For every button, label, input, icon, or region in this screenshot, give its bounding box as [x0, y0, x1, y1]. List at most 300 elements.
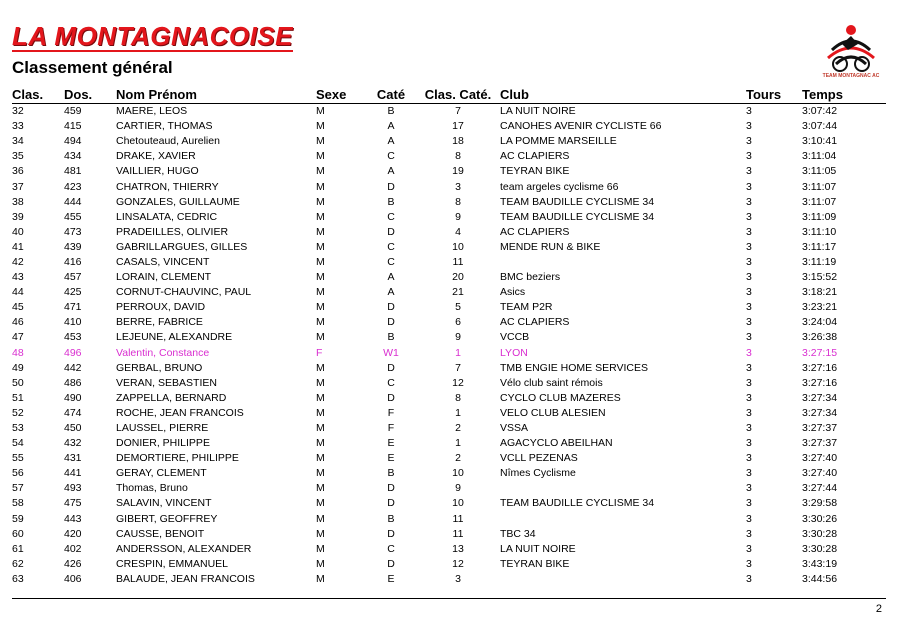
cell-clas: 43: [12, 271, 24, 284]
results-table: [12, 86, 886, 587]
cell-temps: 3:11:07: [802, 180, 837, 193]
cell-cate: C: [387, 542, 395, 555]
cell-dos: 453: [64, 331, 82, 344]
cell-nom: GONZALES, GUILLAUME: [116, 195, 240, 208]
cell-dos: 496: [64, 346, 82, 359]
team-logo: [818, 20, 884, 82]
table-row: [12, 466, 886, 481]
cell-nom: LEJEUNE, ALEXANDRE: [116, 331, 233, 344]
cyclist-logo-icon: [818, 20, 884, 74]
cell-sexe: M: [316, 406, 325, 419]
cell-nom: GERAY, CLEMENT: [116, 467, 207, 480]
cell-cate: D: [387, 301, 395, 314]
cell-tours: 3: [746, 150, 752, 163]
cell-tours: 3: [746, 135, 752, 148]
col-header-clas-cate: Clas. Caté.: [416, 86, 500, 104]
cell-clas: 46: [12, 316, 24, 329]
cell-club: AGACYCLO ABEILHAN: [500, 437, 613, 450]
cell-dos: 432: [64, 437, 82, 450]
cell-club: LA POMME MARSEILLE: [500, 135, 617, 148]
table-row: [12, 195, 886, 210]
table-row: [12, 300, 886, 315]
cell-tours: 3: [746, 316, 752, 329]
cell-clas-cate: 18: [452, 135, 464, 148]
cell-nom: VAILLIER, HUGO: [116, 165, 199, 178]
table-row: [12, 557, 886, 572]
cell-nom: LINSALATA, CEDRIC: [116, 210, 218, 223]
cell-nom: LAUSSEL, PIERRE: [116, 422, 209, 435]
cell-dos: 459: [64, 105, 82, 118]
cell-clas: 44: [12, 286, 24, 299]
col-header-temps: Temps: [802, 86, 886, 104]
cell-clas-cate: 1: [455, 346, 461, 359]
cell-dos: 406: [64, 572, 82, 585]
cell-tours: 3: [746, 195, 752, 208]
cell-nom: CRESPIN, EMMANUEL: [116, 557, 229, 570]
table-row: [12, 512, 886, 527]
cell-sexe: M: [316, 557, 325, 570]
cell-club: LA NUIT NOIRE: [500, 105, 576, 118]
cell-clas-cate: 1: [455, 406, 461, 419]
cell-temps: 3:15:52: [802, 271, 838, 284]
cell-clas-cate: 8: [455, 391, 461, 404]
cell-dos: 486: [64, 376, 82, 389]
cell-clas-cate: 5: [455, 301, 461, 314]
table-row: [12, 270, 886, 285]
col-header-dos: Dos.: [64, 86, 116, 104]
cell-dos: 415: [64, 120, 82, 133]
cell-nom: DONIER, PHILIPPE: [116, 437, 210, 450]
cell-temps: 3:30:26: [802, 512, 838, 525]
cell-tours: 3: [746, 482, 752, 495]
cell-sexe: M: [316, 180, 325, 193]
cell-cate: E: [387, 572, 395, 585]
cell-nom: SALAVIN, VINCENT: [116, 497, 212, 510]
cell-nom: GERBAL, BRUNO: [116, 361, 203, 374]
cell-tours: 3: [746, 346, 752, 359]
cell-dos: 434: [64, 150, 82, 163]
cell-clas-cate: 11: [452, 527, 464, 540]
cell-dos: 441: [64, 467, 82, 480]
cell-clas: 58: [12, 497, 24, 510]
cell-sexe: M: [316, 331, 325, 344]
cell-sexe: M: [316, 497, 325, 510]
cell-temps: 3:11:19: [802, 255, 837, 268]
cell-sexe: M: [316, 376, 325, 389]
page-number: 2: [875, 603, 882, 615]
col-header-sexe: Sexe: [316, 86, 366, 104]
cell-tours: 3: [746, 180, 752, 193]
cell-temps: 3:43:19: [802, 557, 838, 570]
table-row: [12, 179, 886, 194]
cell-dos: 442: [64, 361, 82, 374]
cell-club: AC CLAPIERS: [500, 150, 570, 163]
cell-sexe: M: [316, 527, 325, 540]
cell-club: [500, 572, 746, 587]
cell-cate: C: [387, 150, 395, 163]
cell-sexe: M: [316, 482, 325, 495]
cell-clas: 61: [12, 542, 24, 555]
cell-temps: 3:27:40: [802, 467, 838, 480]
cell-dos: 420: [64, 527, 82, 540]
col-header-club: Club: [500, 86, 746, 104]
cell-sexe: M: [316, 210, 325, 223]
cell-cate: C: [387, 210, 395, 223]
table-row: [12, 527, 886, 542]
cell-nom: DEMORTIERE, PHILIPPE: [116, 452, 239, 465]
cell-clas: 45: [12, 301, 24, 314]
cell-clas: 54: [12, 437, 24, 450]
cell-nom: ZAPPELLA, BERNARD: [116, 391, 227, 404]
table-row: [12, 240, 886, 255]
cell-dos: 473: [64, 225, 82, 238]
page-subtitle: Classement général: [12, 58, 173, 77]
cell-clas-cate: 3: [455, 572, 461, 585]
cell-club: Vélo club saint rémois: [500, 376, 603, 389]
cell-dos: 410: [64, 316, 82, 329]
cell-tours: 3: [746, 467, 752, 480]
cell-clas: 48: [12, 346, 24, 359]
cell-cate: A: [387, 286, 395, 299]
cell-cate: E: [387, 437, 395, 450]
cell-cate: B: [387, 512, 395, 525]
cell-club: VCCB: [500, 331, 530, 344]
cell-sexe: M: [316, 572, 325, 585]
cell-club: VELO CLUB ALESIEN: [500, 406, 606, 419]
cell-clas-cate: 9: [455, 331, 461, 344]
cell-cate: B: [387, 467, 395, 480]
cell-clas: 62: [12, 557, 24, 570]
cell-sexe: M: [316, 195, 325, 208]
cell-dos: 493: [64, 482, 82, 495]
cell-nom: CORNUT-CHAUVINC, PAUL: [116, 286, 252, 299]
cell-tours: 3: [746, 437, 752, 450]
cell-clas: 34: [12, 135, 24, 148]
cell-sexe: M: [316, 542, 325, 555]
cell-tours: 3: [746, 497, 752, 510]
cell-cate: C: [387, 376, 395, 389]
cell-tours: 3: [746, 240, 752, 253]
cell-sexe: M: [316, 240, 325, 253]
table-row: [12, 225, 886, 240]
cell-clas: 51: [12, 391, 24, 404]
cell-club: VSSA: [500, 422, 529, 435]
cell-clas: 60: [12, 527, 24, 540]
cell-dos: 443: [64, 512, 82, 525]
cell-temps: 3:27:40: [802, 452, 838, 465]
cell-nom: DRAKE, XAVIER: [116, 150, 196, 163]
cell-tours: 3: [746, 376, 752, 389]
cell-cate: D: [387, 557, 395, 570]
cell-nom: CAUSSE, BENOIT: [116, 527, 205, 540]
cell-clas: 53: [12, 422, 24, 435]
cell-cate: W1: [383, 346, 399, 359]
cell-temps: 3:30:28: [802, 527, 838, 540]
cell-temps: 3:07:44: [802, 120, 838, 133]
cell-dos: 423: [64, 180, 82, 193]
table-row: [12, 542, 886, 557]
cell-sexe: M: [316, 225, 325, 238]
cell-club: LYON: [500, 346, 528, 359]
table-row: [12, 361, 886, 376]
cell-club: LA NUIT NOIRE: [500, 542, 576, 555]
cell-temps: 3:44:56: [802, 572, 838, 585]
cell-sexe: M: [316, 391, 325, 404]
cell-dos: 450: [64, 422, 82, 435]
cell-sexe: M: [316, 165, 325, 178]
cell-nom: PRADEILLES, OLIVIER: [116, 225, 229, 238]
cell-cate: B: [387, 331, 395, 344]
cell-sexe: M: [316, 150, 325, 163]
cell-clas: 55: [12, 452, 24, 465]
cell-nom: BERRE, FABRICE: [116, 316, 203, 329]
cell-club: [500, 481, 746, 496]
cell-tours: 3: [746, 361, 752, 374]
cell-club: [500, 512, 746, 527]
cell-cate: B: [387, 195, 395, 208]
cell-temps: 3:10:41: [802, 135, 838, 148]
cell-tours: 3: [746, 271, 752, 284]
cell-clas-cate: 10: [452, 467, 464, 480]
cell-clas-cate: 8: [455, 195, 461, 208]
table-row: [12, 255, 886, 270]
cell-clas-cate: 2: [455, 452, 461, 465]
table-row: [12, 149, 886, 164]
cell-nom: CASALS, VINCENT: [116, 255, 210, 268]
cell-temps: 3:27:15: [802, 346, 838, 359]
table-row: [12, 406, 886, 421]
cell-nom: BALAUDE, JEAN FRANCOIS: [116, 572, 255, 585]
event-title: LA MONTAGNACOISE: [12, 21, 293, 51]
cell-club: BMC beziers: [500, 271, 561, 284]
cell-temps: 3:11:17: [802, 240, 837, 253]
cell-nom: MAERE, LEOS: [116, 105, 188, 118]
cell-dos: 426: [64, 557, 82, 570]
cell-clas: 49: [12, 361, 24, 374]
table-row: [12, 451, 886, 466]
cell-clas-cate: 13: [452, 542, 464, 555]
cell-dos: 494: [64, 135, 82, 148]
cell-club: [500, 255, 746, 270]
cell-clas-cate: 11: [452, 512, 464, 525]
cell-temps: 3:18:21: [802, 286, 838, 299]
table-row: [12, 330, 886, 345]
cell-clas: 63: [12, 572, 24, 585]
cell-club: CYCLO CLUB MAZERES: [500, 391, 621, 404]
cell-dos: 444: [64, 195, 82, 208]
cell-temps: 3:30:28: [802, 542, 838, 555]
cell-dos: 425: [64, 286, 82, 299]
cell-sexe: M: [316, 135, 325, 148]
cell-clas: 47: [12, 331, 24, 344]
cell-tours: 3: [746, 301, 752, 314]
cell-sexe: M: [316, 316, 325, 329]
cell-clas: 40: [12, 225, 24, 238]
cell-cate: A: [387, 165, 395, 178]
results-body: [12, 104, 886, 588]
cell-clas: 42: [12, 255, 24, 268]
cell-temps: 3:23:21: [802, 301, 838, 314]
cell-temps: 3:11:07: [802, 195, 837, 208]
cell-club: TEYRAN BIKE: [500, 557, 570, 570]
cell-cate: A: [387, 135, 395, 148]
cell-tours: 3: [746, 331, 752, 344]
col-header-tours: Tours: [746, 86, 802, 104]
cell-club: TMB ENGIE HOME SERVICES: [500, 361, 648, 374]
cell-nom: ROCHE, JEAN FRANCOIS: [116, 406, 244, 419]
cell-sexe: M: [316, 255, 325, 268]
cell-dos: 457: [64, 271, 82, 284]
cell-sexe: F: [316, 346, 323, 359]
cell-sexe: M: [316, 512, 325, 525]
cell-nom: Thomas, Bruno: [116, 482, 188, 495]
cell-temps: 3:29:58: [802, 497, 838, 510]
cell-cate: A: [387, 271, 395, 284]
cell-club: TEAM P2R: [500, 301, 553, 314]
cell-club: AC CLAPIERS: [500, 225, 570, 238]
cell-cate: C: [387, 255, 395, 268]
cell-dos: 471: [64, 301, 82, 314]
col-header-clas: Clas.: [12, 86, 64, 104]
cell-temps: 3:07:42: [802, 105, 838, 118]
cell-nom: ANDERSSON, ALEXANDER: [116, 542, 252, 555]
logo-text: TEAM MONTAGNAC AC: [822, 73, 880, 79]
cell-temps: 3:27:34: [802, 391, 838, 404]
cell-sexe: M: [316, 467, 325, 480]
cell-club: team argeles cyclisme 66: [500, 180, 619, 193]
cell-cate: D: [387, 180, 395, 193]
cell-club: Asics: [500, 286, 526, 299]
cell-clas: 57: [12, 482, 24, 495]
cell-clas-cate: 10: [452, 240, 464, 253]
cell-clas-cate: 3: [455, 180, 461, 193]
cell-club: TEAM BAUDILLE CYCLISME 34: [500, 195, 655, 208]
cell-cate: D: [387, 497, 395, 510]
table-row: [12, 481, 886, 496]
cell-temps: 3:26:38: [802, 331, 838, 344]
cell-club: TBC 34: [500, 527, 536, 540]
cell-sexe: M: [316, 271, 325, 284]
cell-sexe: M: [316, 120, 325, 133]
cell-clas: 32: [12, 105, 24, 118]
cell-clas: 33: [12, 120, 24, 133]
cell-tours: 3: [746, 557, 752, 570]
cell-tours: 3: [746, 120, 752, 133]
cell-nom: LORAIN, CLEMENT: [116, 271, 212, 284]
cell-club: TEAM BAUDILLE CYCLISME 34: [500, 210, 655, 223]
cell-clas-cate: 10: [452, 497, 464, 510]
cell-tours: 3: [746, 422, 752, 435]
table-header-row: [12, 86, 886, 104]
cell-cate: E: [387, 452, 395, 465]
cell-sexe: M: [316, 437, 325, 450]
cell-nom: VERAN, SEBASTIEN: [116, 376, 217, 389]
cell-dos: 455: [64, 210, 82, 223]
cell-cate: C: [387, 240, 395, 253]
cell-nom: Valentin, Constance: [116, 346, 210, 359]
cell-clas-cate: 12: [452, 557, 464, 570]
cell-cate: D: [387, 225, 395, 238]
cell-cate: F: [387, 422, 395, 435]
cell-club: Nîmes Cyclisme: [500, 467, 576, 480]
table-row: [12, 496, 886, 511]
cell-temps: 3:11:05: [802, 165, 837, 178]
cell-clas: 35: [12, 150, 24, 163]
cell-dos: 475: [64, 497, 82, 510]
cell-sexe: M: [316, 361, 325, 374]
cell-clas-cate: 8: [455, 150, 461, 163]
cell-temps: 3:27:37: [802, 437, 838, 450]
cell-cate: D: [387, 527, 395, 540]
cell-temps: 3:27:34: [802, 406, 838, 419]
cell-tours: 3: [746, 225, 752, 238]
cell-dos: 439: [64, 240, 82, 253]
cell-clas-cate: 17: [452, 120, 464, 133]
col-header-nom: Nom Prénom: [116, 86, 316, 104]
cell-dos: 416: [64, 255, 82, 268]
cell-cate: A: [387, 120, 395, 133]
cell-nom: GIBERT, GEOFFREY: [116, 512, 218, 525]
table-row: [12, 119, 886, 134]
cell-clas: 38: [12, 195, 24, 208]
cell-clas-cate: 7: [455, 105, 461, 118]
cell-clas-cate: 20: [452, 271, 464, 284]
cell-clas-cate: 11: [452, 255, 464, 268]
cell-tours: 3: [746, 406, 752, 419]
cell-club: TEAM BAUDILLE CYCLISME 34: [500, 497, 655, 510]
cell-temps: 3:27:16: [802, 361, 838, 374]
cell-tours: 3: [746, 542, 752, 555]
cell-tours: 3: [746, 572, 752, 585]
table-row: [12, 104, 886, 120]
cell-temps: 3:27:44: [802, 482, 838, 495]
cell-clas: 56: [12, 467, 24, 480]
table-row: [12, 315, 886, 330]
cell-clas: 41: [12, 240, 24, 253]
cell-tours: 3: [746, 391, 752, 404]
cell-nom: GABRILLARGUES, GILLES: [116, 240, 248, 253]
cell-nom: CHATRON, THIERRY: [116, 180, 219, 193]
cell-clas-cate: 2: [455, 422, 461, 435]
cell-club: MENDE RUN & BIKE: [500, 240, 601, 253]
cell-clas: 50: [12, 376, 24, 389]
cell-cate: D: [387, 482, 395, 495]
cell-clas: 52: [12, 406, 24, 419]
cell-clas-cate: 9: [455, 210, 461, 223]
table-row: [12, 164, 886, 179]
cell-sexe: M: [316, 286, 325, 299]
cell-tours: 3: [746, 210, 752, 223]
cell-sexe: M: [316, 452, 325, 465]
bottom-divider: [12, 598, 886, 599]
cell-clas: 36: [12, 165, 24, 178]
cell-dos: 490: [64, 391, 82, 404]
cell-nom: Chetouteaud, Aurelien: [116, 135, 220, 148]
cell-dos: 481: [64, 165, 82, 178]
cell-tours: 3: [746, 105, 752, 118]
cell-clas-cate: 9: [455, 482, 461, 495]
table-row: [12, 285, 886, 300]
cell-temps: 3:11:10: [802, 225, 837, 238]
cell-tours: 3: [746, 165, 752, 178]
table-row: [12, 376, 886, 391]
cell-cate: F: [387, 406, 395, 419]
cell-tours: 3: [746, 512, 752, 525]
cell-clas-cate: 12: [452, 376, 464, 389]
cell-tours: 3: [746, 286, 752, 299]
cell-temps: 3:11:04: [802, 150, 837, 163]
cell-clas-cate: 7: [455, 361, 461, 374]
